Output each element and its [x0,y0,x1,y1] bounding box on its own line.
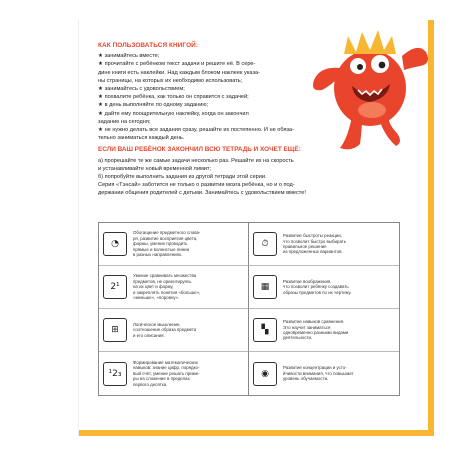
skill-description-line: вый счёт, умение решать приме- [133,370,200,376]
skill-description-line: навыков: знание цифр, порядко- [133,365,200,371]
skill-description-line: соотношение образа предмета [133,327,197,333]
instruction-line: ★ в день выполняйте по одному заданию; [98,102,209,109]
skill-description-line: в разных направлениях. [133,252,183,258]
skill-cell [249,352,399,395]
skill-cell [99,352,249,395]
numbers-icon: 2¹ [103,275,127,299]
skill-cell [99,309,249,352]
paragraph-line: и устанавливайте новый временной лимит; [98,165,212,172]
skill-description-line: Логическое мышление, [133,321,181,327]
instruction-line: ★ дайте ему поощрительную наклейку, когда он закончил [98,110,249,117]
skill-description-line: Обогащение предметного слова- [133,230,201,236]
skill-description-line: Развитие навыков сравнения. [283,319,345,325]
skills-grid [98,222,400,396]
pattern-icon: ▚ [253,318,277,342]
instruction-line: ны страницы, на которых их необходимо использовать; [98,77,243,84]
instruction-line: ★ занимайтесь вместе; [98,53,160,60]
skill-description [283,319,348,341]
palette-icon: ◔ [103,232,127,256]
skill-description-line: Умение сравнивать множества [133,273,197,279]
skill-description-line: Развитие концентрации и усто- [283,365,347,371]
skill-description-line: образы предметов по их чертежу. [283,289,352,295]
instruction-line: ★ похвалите ребёнка, как только он справится с задачей; [98,94,249,101]
skill-description-line: правильное решение [283,244,327,249]
if-finished-heading: ЕСЛИ ВАШ РЕБЁНОК ЗАКОНЧИЛ ВСЮ ТЕТРАДЬ И ХОЧЕТ ЕЩЁ: [98,146,301,154]
skill-description [133,273,200,300]
skill-description [283,233,346,255]
instructions-text [98,42,378,198]
skill-description-line: Это научит заниматься [283,324,331,330]
skill-description-line: Развитие воображения, [283,278,332,284]
skill-description-line: «меньше», «поровну». [133,295,180,301]
skill-description [133,230,200,257]
instruction-line: ★ занимайтесь с удовольствием; [98,86,185,93]
skill-description-line: первого десятка. [133,381,168,387]
how-to-use-heading: КАК ПОЛЬЗОВАТЬСЯ КНИГОЙ: [98,42,199,49]
skill-cell [249,266,399,309]
skill-description-line: уровень обучаемости. [283,376,329,382]
skill-description-line: прямые и волнистые линии [133,246,190,252]
skill-description-line: ры на сложение в пределах [133,376,190,382]
skill-description-line: что позволит ребёнку создавать [283,284,349,290]
math-icon: ¹2₃ [103,362,127,386]
instruction-line: тельно заниматься каждый день. [98,135,185,142]
instruction-line: ★ не нужно делать все задания сразу, решайте их постепенно. И не обяза- [98,127,295,134]
skill-description [283,365,354,381]
skill-description-line: что позволит быстро выбирать [283,238,347,244]
paragraph-line: а) прорешайте те же самые задачи несколько раз. Решайте их на скорость [98,157,294,164]
paragraph-line: держании общения родителей с детьми. Занимайтесь с удовольствием вместе! [98,190,306,197]
skill-description-line: и закреплять понятия «больше», [133,289,201,295]
stopwatch-icon: ⏱ [253,232,277,256]
grid-icon: ▦ [253,275,277,299]
skill-description-line: Развитие быстроты реакции, [283,233,343,239]
skill-cell [249,223,399,266]
skill-description-line: и его описания. [133,332,165,338]
paragraph-line: б) попробуйте выполнить задания из другой тетради этой серии. [98,174,267,181]
skill-description [133,322,196,338]
skill-description [283,279,351,295]
skill-description-line: одновременно разными видами [283,330,349,335]
skill-description-line: деятельности. [283,335,313,341]
skill-description-line: Формирование математических [133,359,198,365]
dots-icon: ◉ [253,362,277,386]
skill-description-line: предметов, не ориентируясь [133,278,192,284]
skill-description-line: из предложенных вариантов. [283,249,343,255]
instruction-line: ★ прочитайте с ребёнком текст задачи и решите её. В сере- [98,61,256,68]
instruction-line: дине книги есть наклейки. Над каждым блоком наклеек указа- [98,69,260,76]
skill-description-line: ря, развитие восприятия цвета, [133,235,198,241]
skill-cell [99,223,249,266]
paragraph-line: Серия «Тэнсай» заботится не только о развитии мозга ребёнка, но и о под- [98,182,295,189]
page-edge [78,20,79,436]
skill-description-line: на их цвет и форму, [133,284,174,290]
skill-description [133,360,200,387]
puzzle-icon: ⊞ [103,318,127,342]
skill-description-line: формы, умение проводить [133,241,188,247]
skill-description-line: йчивости внимания, что повышает [283,370,354,376]
skill-cell [99,266,249,309]
skill-cell [249,309,399,352]
instruction-line: задание на сегодня; [98,118,151,125]
